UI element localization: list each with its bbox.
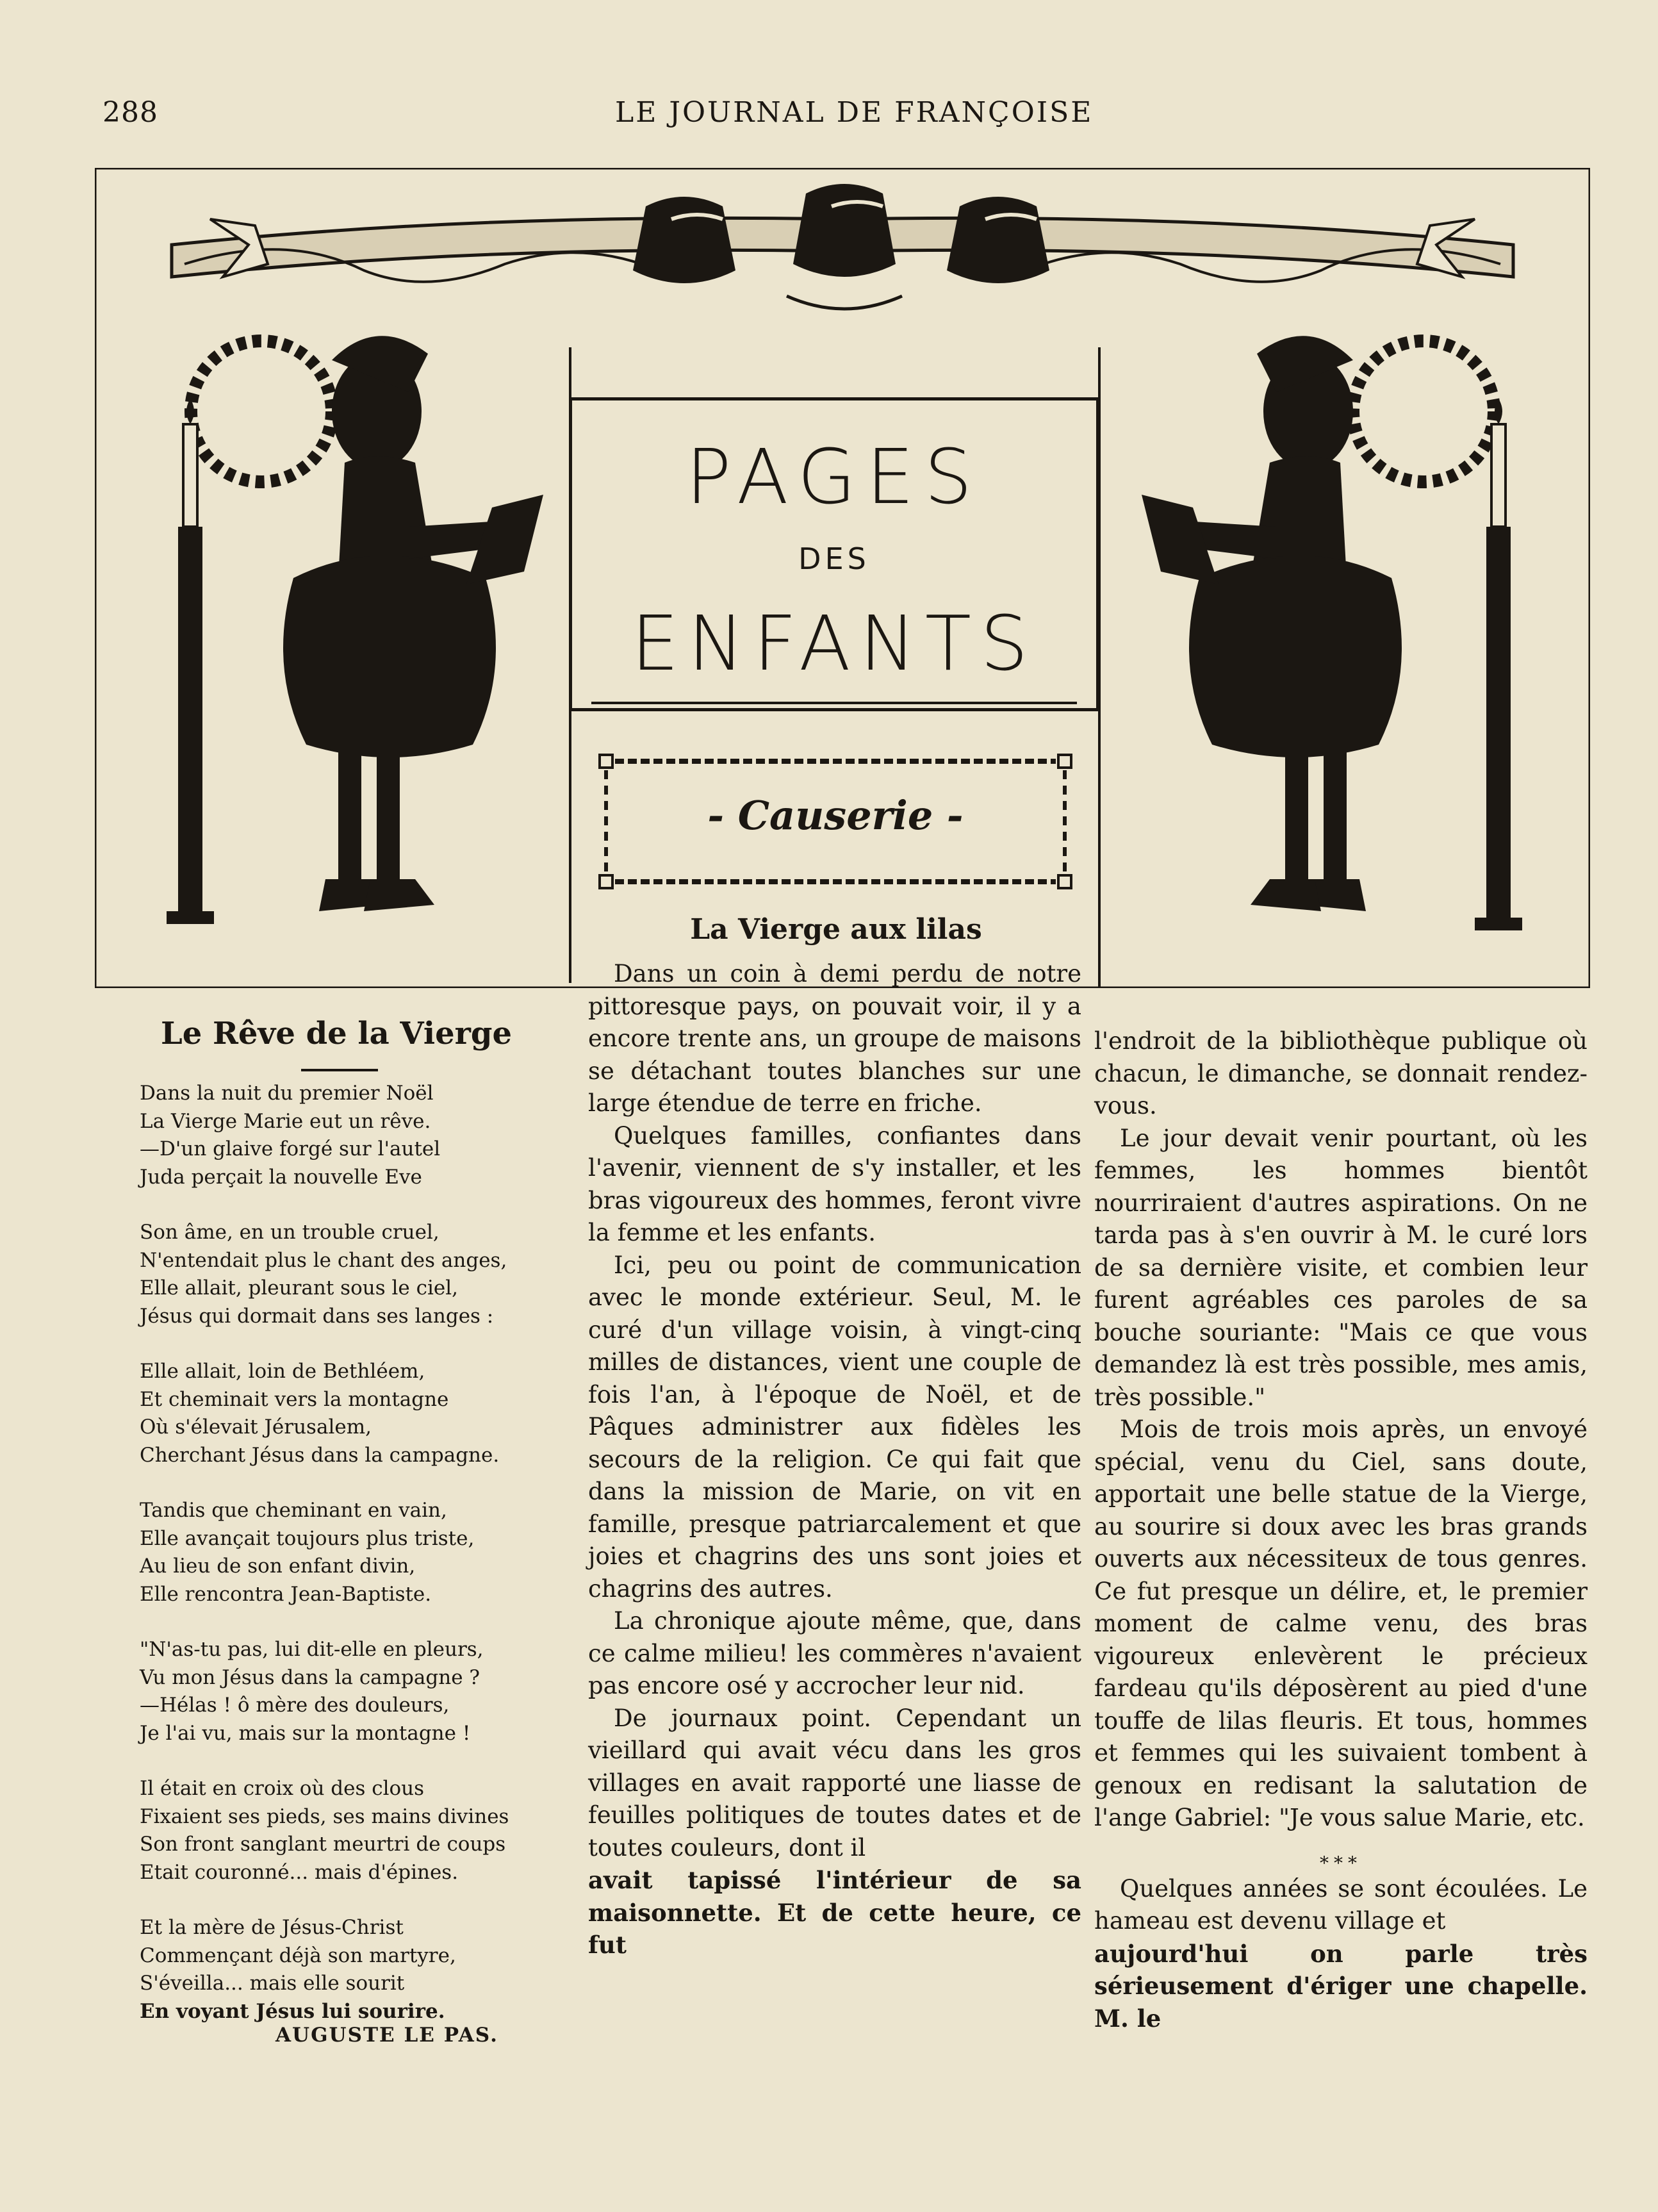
poem-line: La Vierge Marie eut un rêve. <box>140 1109 431 1133</box>
story-paragraph: Quelques familles, confiantes dans l'avenir, viennent de s'y installer, et les bras vigoureux des hommes, feront vivre la femme et les enfants. <box>588 1121 1081 1246</box>
poem-line: —Hélas ! ô mère des douleurs, <box>140 1694 450 1717</box>
poem-line: Elle avançait toujours plus triste, <box>140 1526 475 1550</box>
page-number: 288 <box>103 96 158 129</box>
poem-line: Dans la nuit du premier Noël <box>140 1082 434 1105</box>
poem-line: Il était en croix où des clous <box>140 1777 425 1800</box>
poem-line: Au lieu de son enfant divin, <box>140 1555 416 1578</box>
causerie-label: - Causerie - <box>707 792 964 839</box>
story-paragraph: Dans un coin à demi perdu de notre pittoresque pays, on pouvait voir, il y a encore trente ans, un groupe de maisons se détachant toutes blanches sur une large étendue de terre en friche. <box>588 960 1081 1117</box>
poem-line: Et cheminait vers la montagne <box>140 1387 449 1411</box>
poem-stanza <box>140 1358 556 1469</box>
poem-body <box>140 1080 556 2026</box>
poem-title: Le Rêve de la Vierge <box>161 1016 512 1052</box>
poem-line: Juda perçait la nouvelle Eve <box>140 1165 422 1189</box>
story-paragraph: Le jour devait venir pourtant, où les femmes, les hommes bientôt nourriraient d'autres aspirations. On ne tarda pas à s'en ouvrir à M. le curé lors de sa dernière visite, et combien leur furent agréables ces paroles de sa bouche souriante: "Mais ce que vous demandez là est très possible, mes amis, très possible." <box>1094 1124 1588 1411</box>
poem-line: Jésus qui dormait dans ses langes : <box>140 1304 494 1328</box>
poem-line: Commençant déjà son martyre, <box>140 1944 456 1967</box>
poem-line: Etait couronné... mais d'épines. <box>140 1860 459 1884</box>
poem-stanza <box>140 1914 556 2026</box>
story-paragraph: Mois de trois mois après, un envoyé spécial, venu du Ciel, sans doute, apportait une belle statue de la Vierge, au sourire si doux avec les bras grands ouverts aux nécessiteux de tous genres. Ce fut presque un délire, et, le premier moment de calme venu, des bras vigoureux enlevèrent le précieux fardeau qu'ils déposèrent au pied d'une touffe de lilas fleuris. Et tous, hommes et femmes qui les suivaient tombent à genoux en redisant la salutation de l'ange Gabriel: "Je vous salue Marie, etc. <box>1094 1416 1588 1831</box>
poem-line: Elle rencontra Jean-Baptiste. <box>140 1582 432 1606</box>
causerie-box <box>596 751 1075 892</box>
story-paragraph-bold: aujourd'hui on parle très sérieusement d'ériger une chapelle. M. le <box>1094 1939 1588 2033</box>
story-paragraph: Quelques années se sont écoulées. Le hameau est devenu village et <box>1094 1874 1588 1935</box>
poem-line: N'entendait plus le chant des anges, <box>140 1248 507 1272</box>
poem-line: Son front sanglant meurtri de coups <box>140 1833 506 1856</box>
poem-stanza <box>140 1497 556 1608</box>
story-paragraph: De journaux point. Cependant un vieillard qui avait vécu dans les gros villages en avait rapporté une liasse de feuilles politiques de toutes dates et de toutes couleurs, dont il <box>588 1704 1081 1861</box>
story-paragraph: l'endroit de la bibliothèque publique où chacun, le dimanche, se donnait rendez-vous. <box>1094 1027 1588 1119</box>
poem-divider <box>301 1069 378 1071</box>
girl-silhouette-icon <box>283 336 543 911</box>
story-column-2 <box>1094 1025 1588 2035</box>
poem-line: "N'as-tu pas, lui dit-elle en pleurs, <box>140 1638 484 1661</box>
poem-line: Cherchant Jésus dans la campagne. <box>140 1443 500 1467</box>
poem-line: Son âme, en un trouble cruel, <box>140 1221 439 1244</box>
poem-stanza <box>140 1775 556 1886</box>
story-title: La Vierge aux lilas <box>690 913 982 946</box>
poem-line: S'éveilla... mais elle sourit <box>140 1972 405 1995</box>
story-column-1 <box>588 958 1081 1961</box>
poem-stanza <box>140 1219 556 1330</box>
poem-line: Fixaient ses pieds, ses mains divines <box>140 1804 509 1828</box>
title-enfants: ENFANTS <box>631 599 1037 688</box>
title-divider <box>591 702 1077 704</box>
poem-stanza <box>140 1636 556 1747</box>
section-separator: *** <box>1320 1852 1362 1874</box>
title-pages: PAGES <box>685 433 983 521</box>
poem-line: —D'un glaive forgé sur l'autel <box>140 1137 441 1160</box>
poem-line: Tandis que cheminant en vain, <box>140 1499 447 1522</box>
poem-line: Je l'ai vu, mais sur la montagne ! <box>140 1721 471 1745</box>
journal-title: LE JOURNAL DE FRANÇOISE <box>615 96 1094 129</box>
story-paragraph: La chronique ajoute même, que, dans ce calme milieu! les commères n'avaient pas encore osé y accrocher leur nid. <box>588 1607 1081 1699</box>
poem-line: Vu mon Jésus dans la campagne ? <box>140 1665 480 1689</box>
poem-author: AUGUSTE LE PAS. <box>275 2024 498 2047</box>
story-paragraph-bold: avait tapissé l'intérieur de sa maisonnette. Et de cette heure, ce fut <box>588 1866 1081 1959</box>
poem-line: Elle allait, pleurant sous le ciel, <box>140 1276 458 1300</box>
poem-line: Elle allait, loin de Bethléem, <box>140 1360 425 1383</box>
title-panel <box>569 397 1099 711</box>
girl-silhouette-icon <box>1142 336 1402 911</box>
title-des: DES <box>798 541 870 576</box>
poem-line: Où s'élevait Jérusalem, <box>140 1416 372 1439</box>
poem-line: En voyant Jésus lui sourire. <box>140 1999 445 2023</box>
bells-icon <box>633 184 1049 309</box>
story-paragraph: Ici, peu ou point de communication avec le monde extérieur. Seul, M. le curé d'un village voisin, à vingt-cinq milles de distances, vient une couple de fois l'an, à l'époque de Noël, et de Pâques administrer aux fidèles les secours de la religion. Ce qui fait que dans la mission de Marie, on vit en famille, presque patriarcalement et que joies et chagrins des uns sont joies et chagrins des autres. <box>588 1251 1081 1603</box>
poem-stanza <box>140 1080 556 1191</box>
poem-line: Et la mère de Jésus-Christ <box>140 1916 404 1939</box>
